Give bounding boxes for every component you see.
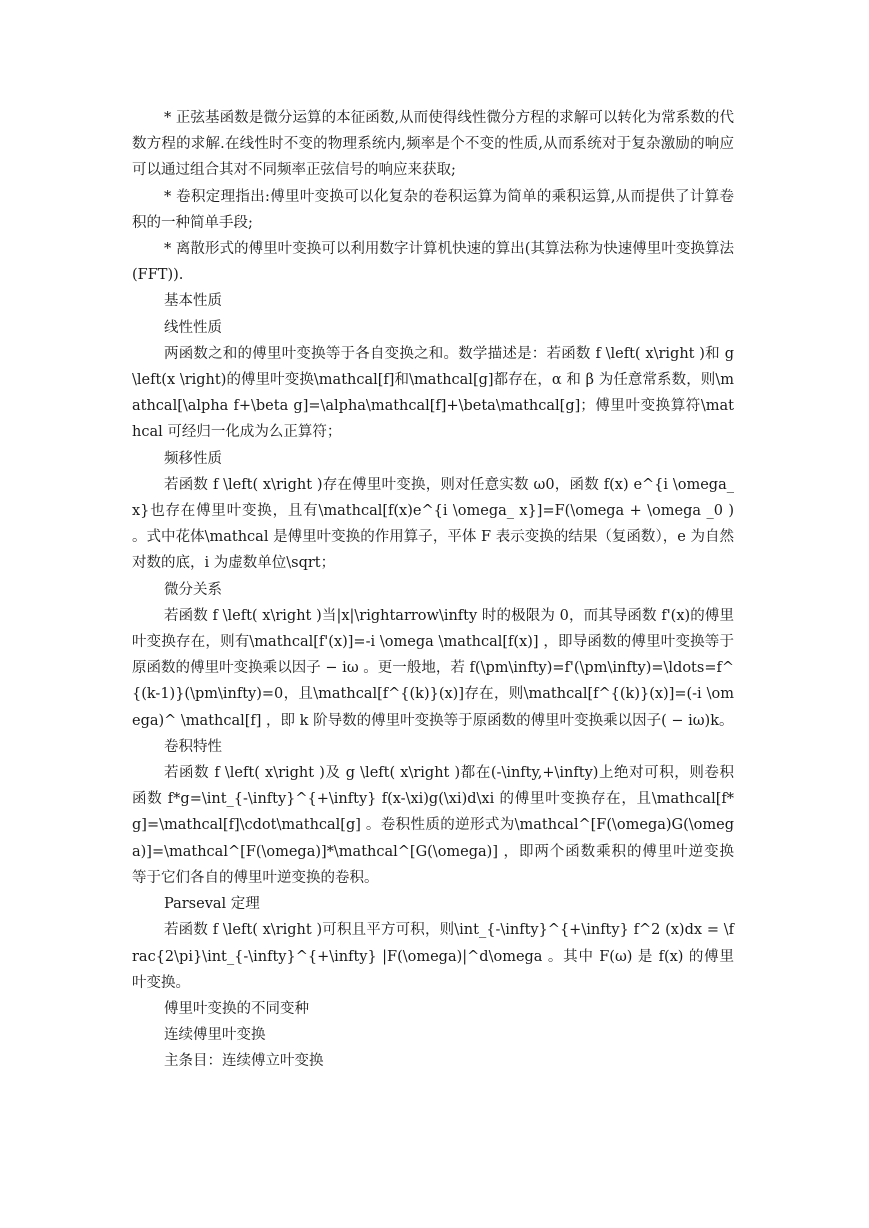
paragraph-parseval: 若函数 f \left( x\right )可积且平方可积，则\int_{-\infty}^{+\infty} f^2 (x)dx = \frac{2\pi}\int_{-\infty}^{+\infty} |F(\omega)|^d\omega 。其中 F(ω) 是 f(x) 的傅里叶变换。 bbox=[132, 922, 734, 991]
bullet-paragraph-fft: * 离散形式的傅里叶变换可以利用数字计算机快速的算出(其算法称为快速傅里叶变换算法(FFT)). bbox=[132, 241, 734, 284]
paragraph-frequency-shift: 若函数 f \left( x\right )存在傅里叶变换，则对任意实数 ω0，函数 f(x) e^{i \omega_ x}也存在傅里叶变换，且有\mathcal[f(x)e^{i \omega_ x}]=F(\omega + \omega _0 ) 。式中花体\mathcal 是傅里叶变换的作用算子，平体 F 表示变换的结果（复函数），e 为自然对数的底，i 为虚数单位\sqrt； bbox=[132, 476, 734, 572]
section-heading-differentiation: 微分关系 bbox=[164, 581, 222, 598]
section-heading-convolution: 卷积特性 bbox=[164, 738, 222, 755]
section-heading-linearity: 线性性质 bbox=[164, 319, 222, 336]
paragraph-linearity: 两函数之和的傅里叶变换等于各自变换之和。数学描述是：若函数 f \left( x\right )和 g \left(x \right)的傅里叶变换\mathcal[f]和\mathcal[g]都存在，α 和 β 为任意常系数，则\mathcal[\alpha f+\beta g]=\alpha\mathcal[f]+\beta\mathcal[g]；傅里叶变换算符\mathcal 可经归一化成为么正算符； bbox=[132, 345, 734, 441]
paragraph-convolution: 若函数 f \left( x\right )及 g \left( x\right )都在(-\infty,+\infty)上绝对可积，则卷积函数 f*g=\int_{-\infty}^{+\infty} f(x-\xi)g(\xi)d\xi 的傅里叶变换存在，且\mathcal[f*g]=\mathcal[f]\cdot\mathcal[g] 。卷积性质的逆形式为\mathcal^[F(\omega)G(\omega)]=\mathcal^[F(\omega)]*\mathcal^[G(\omega)] ，即两个函数乘积的傅里叶逆变换等于它们各自的傅里叶逆变换的卷积。 bbox=[132, 765, 734, 886]
paragraph-differentiation: 若函数 f \left( x\right )当|x|\rightarrow\infty 时的极限为 0，而其导函数 f'(x)的傅里叶变换存在，则有\mathcal[f'(x)]=-i \omega \mathcal[f(x)] ，即导函数的傅里叶变换等于原函数的傅里叶变换乘以因子 − iω 。更一般地，若 f(\pm\infty)=f'(\pm\infty)=\ldots=f^{(k-1)}(\pm\infty)=0，且\mathcal[f^{(k)}(x)]存在，则\mathcal[f^{(k)}(x)]=(-i \omega)^ \mathcal[f] ，即 k 阶导数的傅里叶变换等于原函数的傅里叶变换乘以因子( − iω)k。 bbox=[132, 607, 734, 729]
section-heading-variants: 傅里叶变换的不同变种 bbox=[164, 1000, 309, 1017]
bullet-paragraph-convolution-theorem: * 卷积定理指出:傅里叶变换可以化复杂的卷积运算为简单的乘积运算,从而提供了计算卷积的一种简单手段; bbox=[132, 188, 734, 231]
section-heading-parseval: Parseval 定理 bbox=[164, 896, 260, 913]
document-body bbox=[132, 105, 734, 1075]
section-heading-continuous-ft: 连续傅里叶变换 bbox=[164, 1027, 266, 1044]
section-heading-frequency-shift: 频移性质 bbox=[164, 450, 222, 467]
section-heading-basic-properties: 基本性质 bbox=[164, 293, 222, 310]
bullet-paragraph-eigenfunction: * 正弦基函数是微分运算的本征函数,从而使得线性微分方程的求解可以转化为常系数的代数方程的求解.在线性时不变的物理系统内,频率是个不变的性质,从而系统对于复杂激励的响应可以通过组合其对不同频率正弦信号的响应来获取; bbox=[132, 110, 734, 179]
main-article-note: 主条目：连续傅立叶变换 bbox=[164, 1053, 324, 1070]
